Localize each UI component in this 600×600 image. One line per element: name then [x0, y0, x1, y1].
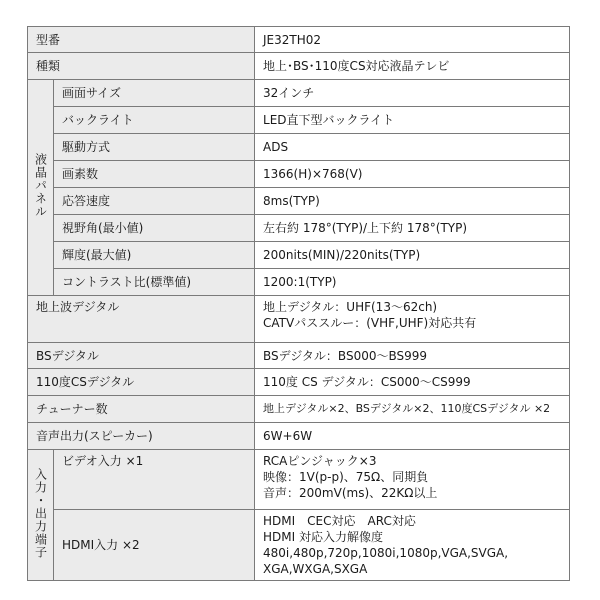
value-contrast: 1200:1(TYP) [255, 269, 570, 296]
value-hdmi [255, 510, 570, 581]
table-row-video [28, 450, 570, 510]
value-response: 8ms(TYP) [255, 188, 570, 215]
label-pixels: 画素数 [54, 161, 255, 188]
value-video-line2: 映像：1V(p-p)、75Ω、同期負 [263, 470, 429, 484]
table-row-terrestrial [28, 296, 570, 343]
table-row-viewing-angle [28, 215, 570, 242]
table-row-drive [28, 134, 570, 161]
value-audio: 6W+6W [255, 423, 570, 450]
label-response: 応答速度 [54, 188, 255, 215]
value-hdmi-line1: HDMI CEC対応 ARC対応 [263, 514, 416, 528]
value-video [255, 450, 570, 510]
label-hdmi: HDMI入力 ×2 [54, 510, 255, 581]
group-io-label: 入力・出力端子 [33, 467, 48, 559]
label-tuners: チューナー数 [28, 396, 255, 423]
table-row-hdmi [28, 510, 570, 581]
table-row-bs [28, 343, 570, 369]
label-model: 型番 [28, 27, 255, 53]
group-io [28, 450, 54, 581]
label-brightness: 輝度(最大値) [54, 242, 255, 269]
value-cs: 110度 CS デジタル：CS000〜CS999 [255, 369, 570, 396]
label-bs: BSデジタル [28, 343, 255, 369]
label-contrast: コントラスト比(標準値) [54, 269, 255, 296]
group-panel-label: 液晶パネル [33, 153, 48, 218]
table-row-audio [28, 423, 570, 450]
value-pixels: 1366(H)×768(V) [255, 161, 570, 188]
table-row-cs [28, 369, 570, 396]
value-tuners: 地上デジタル×2、BSデジタル×2、110度CSデジタル ×2 [255, 396, 570, 423]
value-hdmi-line3: 480i,480p,720p,1080i,1080p,VGA,SVGA, [263, 546, 509, 560]
label-terrestrial: 地上波デジタル [28, 296, 255, 343]
label-backlight: バックライト [54, 107, 255, 134]
table-row-brightness [28, 242, 570, 269]
value-hdmi-line2: HDMI 対応入力解像度 [263, 530, 383, 544]
value-screen-size: 32インチ [255, 80, 570, 107]
label-type: 種類 [28, 53, 255, 80]
value-terrestrial-line2: CATVパススルー：(VHF,UHF)対応共有 [263, 316, 477, 330]
label-drive: 駆動方式 [54, 134, 255, 161]
table-row-type [28, 53, 570, 80]
label-cs: 110度CSデジタル [28, 369, 255, 396]
label-viewing-angle: 視野角(最小値) [54, 215, 255, 242]
value-bs: BSデジタル：BS000〜BS999 [255, 343, 570, 369]
spec-table [27, 26, 570, 581]
value-drive: ADS [255, 134, 570, 161]
value-video-line1: RCAピンジャック×3 [263, 454, 377, 468]
table-row-model [28, 27, 570, 53]
table-row-contrast [28, 269, 570, 296]
table-row-tuners [28, 396, 570, 423]
value-hdmi-line4: XGA,WXGA,SXGA [263, 562, 368, 576]
value-model: JE32TH02 [255, 27, 570, 53]
value-video-line3: 音声：200mV(ms)、22KΩ以上 [263, 486, 438, 500]
value-backlight: LED直下型バックライト [255, 107, 570, 134]
table-row-screen-size [28, 80, 570, 107]
table-row-response [28, 188, 570, 215]
value-viewing-angle: 左右約 178°(TYP)/上下約 178°(TYP) [255, 215, 570, 242]
value-type: 地上･BS･110度CS対応液晶テレビ [255, 53, 570, 80]
value-terrestrial-line1: 地上デジタル：UHF(13〜62ch) [263, 300, 438, 314]
label-audio: 音声出力(スピーカー) [28, 423, 255, 450]
table-row-backlight [28, 107, 570, 134]
group-panel [28, 80, 54, 296]
label-screen-size: 画面サイズ [54, 80, 255, 107]
value-brightness: 200nits(MIN)/220nits(TYP) [255, 242, 570, 269]
value-terrestrial [255, 296, 570, 343]
table-row-pixels [28, 161, 570, 188]
label-video: ビデオ入力 ×1 [54, 450, 255, 510]
